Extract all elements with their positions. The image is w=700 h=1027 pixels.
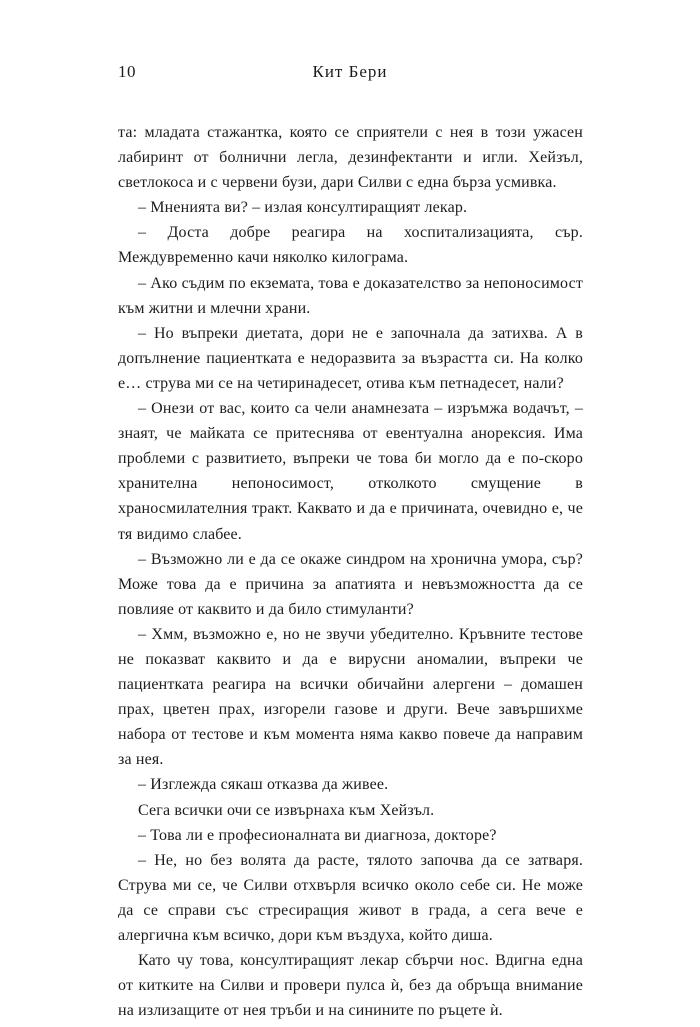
paragraph: – Онези от вас, които са чели анамнезата – изръмжа водачът, – знаят, че майката се притеснява от евентуална анорексия. Има проблеми с развитието, въпреки че това би могло да е по-скоро хранителна непоносимост, отколкото смущение в храносмилателния тракт. Каквато и да е причината, очевидно е, че тя видимо слабее. xyxy=(118,400,583,543)
paragraph: – Доста добре реагира на хоспитализацията, сър. Междувременно качи няколко килограма. xyxy=(118,224,583,267)
paragraph: – Изглежда сякаш отказва да живее. xyxy=(138,776,389,794)
body-text xyxy=(118,120,583,1023)
paragraph: – Но въпреки диетата, дори не е започнала да затихва. А в допълнение пациентката е недоразвита за възрастта си. На колко е… струва ми се на четиринадесет, отива към петнадесет, нали? xyxy=(118,324,583,392)
page-number: 10 xyxy=(118,62,136,81)
paragraph: – Това ли е професионалната ви диагноза, докторе? xyxy=(138,826,497,844)
paragraph: – Възможно ли е да се окаже синдром на хронична умора, сър? Може това да е причина за апатията и невъзможността да се повлияе от каквито и да било стимуланти? xyxy=(118,550,583,618)
paragraph: – Не, но без волята да расте, тялото започва да се затваря. Струва ми се, че Силви отхвърля всичко около себе си. Не може да се справи със стресиращия живот в града, а сега вече е алергична към всичко, дори към въздуха, който диша. xyxy=(118,851,583,944)
paragraph: – Ако съдим по екзематa, това е доказателство за непоносимост към житни и млечни храни. xyxy=(118,274,583,317)
paragraph: – Мненията ви? – излая консултиращият лекар. xyxy=(138,199,468,217)
paragraph: Сега всички очи се извърнаха към Хейзъл. xyxy=(138,801,435,819)
paragraph: та: младата стажантка, която се сприятели с нея в този ужасен лабиринт от болнични легла, дезинфектанти и игли. Хейзъл, светлокоса и с червени бузи, дари Силви с една бърза усмивка. xyxy=(118,124,583,192)
paragraph: – Хмм, възможно е, но не звучи убедително. Кръвните тестове не показват каквито и да е вирусни аномалии, въпреки че пациентката реагира на всички обичайни алергени – домашен прах, цветен прах, изгорели газове и други. Вече завършихме набора от тестове и към момента няма какво повече да направим за нея. xyxy=(118,625,583,769)
running-head: Кит Бери xyxy=(312,62,388,81)
paragraph: Като чу това, консултиращият лекар сбърчи нос. Вдигна една от китките на Силви и провери пулса ѝ, без да обръща внимание на излизащите от нея тръби и на синините по ръцете ѝ. xyxy=(118,952,583,1020)
